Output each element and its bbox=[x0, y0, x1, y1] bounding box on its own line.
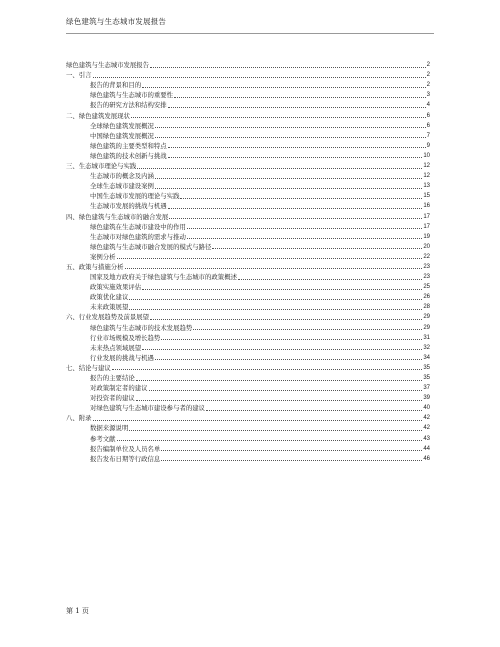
toc-entry-text: 政策优化建议 bbox=[90, 293, 129, 302]
toc-page-number: 12 bbox=[423, 163, 430, 170]
toc-section-entry[interactable] bbox=[66, 131, 430, 141]
dot-leader bbox=[129, 309, 422, 310]
dot-leader bbox=[112, 369, 423, 370]
toc-section-entry[interactable] bbox=[66, 232, 430, 242]
toc-entry-text: 绿色建筑在生态城市建设中的作用 bbox=[90, 222, 186, 231]
dot-leader bbox=[180, 198, 422, 199]
toc-section-entry[interactable] bbox=[66, 252, 430, 262]
toc-section-entry[interactable] bbox=[66, 181, 430, 191]
toc-section-entry[interactable] bbox=[66, 444, 430, 454]
toc-section-entry[interactable] bbox=[66, 191, 430, 201]
dot-leader bbox=[212, 248, 422, 249]
dot-leader bbox=[149, 390, 423, 391]
dot-leader bbox=[142, 289, 422, 290]
toc-entry-text: 报告的研究方法和结构安排 bbox=[90, 101, 167, 110]
toc-entry-text: 绿色建筑与生态城市融合发展的模式与路径 bbox=[90, 242, 212, 251]
toc-chapter-entry[interactable] bbox=[66, 211, 430, 221]
toc-entry-text: 三、生态城市理论与实践 bbox=[66, 162, 137, 171]
toc-entry-text: 对投资者的建议 bbox=[90, 394, 135, 403]
toc-entry-text: 对政策制定者的建议 bbox=[90, 384, 148, 393]
toc-page-number: 25 bbox=[423, 284, 430, 291]
toc-page-number: 35 bbox=[423, 375, 430, 381]
toc-page-number: 26 bbox=[423, 294, 430, 301]
toc-entry-text: 国家及地方政府关于绿色建筑与生态城市的政策概述 bbox=[90, 273, 237, 282]
toc-page-number: 17 bbox=[423, 213, 430, 220]
dot-leader bbox=[187, 238, 422, 239]
toc-entry-text: 中国生态城市发展的理论与实践 bbox=[90, 192, 180, 201]
dot-leader bbox=[117, 258, 423, 259]
toc-page-number: 22 bbox=[423, 253, 430, 260]
toc-page-number: 12 bbox=[423, 173, 430, 180]
toc-entry-text: 未来政策展望 bbox=[90, 303, 129, 312]
toc-section-entry[interactable] bbox=[66, 383, 430, 393]
dot-leader bbox=[155, 127, 426, 128]
toc-page-number: 29 bbox=[423, 324, 430, 331]
page-number-footer: 第 1 页 bbox=[66, 607, 89, 615]
dot-leader bbox=[168, 208, 423, 209]
toc-entry-text: 四、绿色建筑与生态城市的融合发展 bbox=[66, 212, 169, 221]
toc-page-number: 16 bbox=[423, 203, 430, 210]
toc-page-number: 32 bbox=[423, 344, 430, 351]
toc-section-entry[interactable] bbox=[66, 141, 430, 151]
toc-entry-text: 生态城市的概念及内涵 bbox=[90, 172, 154, 181]
dot-leader bbox=[142, 87, 426, 88]
table-of-contents bbox=[66, 60, 430, 464]
toc-page-number: 10 bbox=[423, 152, 430, 159]
dot-leader bbox=[93, 420, 423, 421]
dot-leader bbox=[155, 178, 422, 179]
toc-page-number: 29 bbox=[423, 314, 430, 321]
dot-leader bbox=[161, 460, 422, 461]
toc-entry-text: 报告编制单位及人员名单 bbox=[90, 444, 161, 453]
dot-leader bbox=[155, 137, 426, 138]
toc-entry-text: 绿色建筑与生态城市的重要性 bbox=[90, 91, 174, 100]
toc-page-number: 20 bbox=[423, 243, 430, 250]
toc-entry-text: 报告的背景和目的 bbox=[90, 81, 142, 90]
toc-page-number: 2 bbox=[426, 72, 430, 79]
toc-page-number: 3 bbox=[426, 92, 430, 99]
toc-page-number: 4 bbox=[426, 102, 430, 109]
toc-page-number: 44 bbox=[423, 445, 430, 452]
toc-section-entry[interactable] bbox=[66, 353, 430, 363]
toc-entry-text: 中国绿色建筑发展概况 bbox=[90, 131, 154, 140]
dot-leader bbox=[150, 319, 422, 320]
toc-section-entry[interactable] bbox=[66, 282, 430, 292]
dot-leader bbox=[125, 268, 423, 269]
toc-section-entry[interactable] bbox=[66, 423, 430, 433]
toc-section-entry[interactable] bbox=[66, 80, 430, 90]
toc-chapter-entry[interactable] bbox=[66, 262, 430, 272]
toc-section-entry[interactable] bbox=[66, 454, 430, 464]
toc-page-number: 42 bbox=[423, 425, 430, 432]
toc-entry-text: 二、绿色建筑发展现状 bbox=[66, 111, 130, 120]
toc-page-number: 43 bbox=[423, 435, 430, 442]
toc-section-entry[interactable] bbox=[66, 121, 430, 131]
toc-page-number: 42 bbox=[423, 415, 430, 422]
toc-entry-text: 绿色建筑与生态城市发展报告 bbox=[66, 61, 150, 70]
toc-entry-text: 绿色建筑的技术创新与挑战 bbox=[90, 151, 167, 160]
toc-entry-text: 行业市场规模及增长趋势 bbox=[90, 333, 161, 342]
toc-entry-text: 五、政策与措施分析 bbox=[66, 262, 124, 271]
dot-leader bbox=[187, 228, 422, 229]
toc-section-entry[interactable] bbox=[66, 151, 430, 161]
toc-page-number: 46 bbox=[423, 455, 430, 462]
toc-page-number: 17 bbox=[423, 223, 430, 230]
toc-chapter-entry[interactable] bbox=[66, 161, 430, 171]
toc-section-entry[interactable] bbox=[66, 222, 430, 232]
toc-entry-text: 对绿色建筑与生态城市建设参与者的建议 bbox=[90, 404, 206, 413]
dot-leader bbox=[193, 329, 422, 330]
dot-leader bbox=[131, 117, 426, 118]
dot-leader bbox=[137, 168, 422, 169]
toc-title-entry[interactable] bbox=[66, 60, 430, 70]
toc-section-entry[interactable] bbox=[66, 90, 430, 100]
dot-leader bbox=[129, 430, 422, 431]
toc-chapter-entry[interactable] bbox=[66, 70, 430, 80]
toc-entry-text: 八、附录 bbox=[66, 414, 92, 423]
toc-section-entry[interactable] bbox=[66, 333, 430, 343]
toc-page-number: 31 bbox=[423, 334, 430, 341]
toc-entry-text: 案例分析 bbox=[90, 252, 116, 261]
toc-page-number: 34 bbox=[423, 354, 430, 361]
toc-entry-text: 行业发展的挑战与机遇 bbox=[90, 353, 154, 362]
toc-entry-text: 数据来源说明 bbox=[90, 424, 129, 433]
toc-page-number: 6 bbox=[426, 122, 430, 129]
toc-page-number: 23 bbox=[423, 263, 430, 270]
toc-entry-text: 未来热点领域展望 bbox=[90, 343, 142, 352]
dot-leader bbox=[136, 400, 423, 401]
toc-section-entry[interactable] bbox=[66, 100, 430, 110]
dot-leader bbox=[155, 359, 422, 360]
toc-page-number: 39 bbox=[423, 395, 430, 402]
dot-leader bbox=[117, 440, 423, 441]
toc-section-entry[interactable] bbox=[66, 171, 430, 181]
toc-entry-text: 生态城市发展的挑战与机遇 bbox=[90, 202, 167, 211]
toc-section-entry[interactable] bbox=[66, 403, 430, 413]
dot-leader bbox=[161, 450, 422, 451]
dot-leader bbox=[238, 279, 422, 280]
toc-entry-text: 全球生态城市建设案例 bbox=[90, 182, 154, 191]
toc-page-number: 28 bbox=[423, 304, 430, 311]
toc-page-number: 35 bbox=[423, 364, 430, 371]
toc-section-entry[interactable] bbox=[66, 433, 430, 443]
toc-page-number: 9 bbox=[426, 142, 430, 149]
toc-page-number: 6 bbox=[426, 112, 430, 119]
toc-entry-text: 一、引言 bbox=[66, 71, 92, 80]
toc-entry-text: 政策实施效果评估 bbox=[90, 283, 142, 292]
toc-page-number: 23 bbox=[423, 274, 430, 281]
dot-leader bbox=[168, 107, 426, 108]
toc-section-entry[interactable] bbox=[66, 322, 430, 332]
toc-entry-text: 报告的主要结论 bbox=[90, 374, 135, 382]
toc-section-entry[interactable] bbox=[66, 242, 430, 252]
toc-entry-text: 报告发布日期等行政信息 bbox=[90, 454, 161, 463]
toc-chapter-entry[interactable] bbox=[66, 413, 430, 423]
dot-leader bbox=[174, 97, 426, 98]
toc-page-number: 40 bbox=[423, 405, 430, 412]
toc-chapter-entry[interactable] bbox=[66, 363, 430, 373]
toc-section-entry[interactable] bbox=[66, 393, 430, 403]
toc-entry-text: 绿色建筑的主要类型和特点 bbox=[90, 141, 167, 150]
toc-entry-text: 全球绿色建筑发展概况 bbox=[90, 121, 154, 130]
running-header: 绿色建筑与生态城市发展报告 bbox=[66, 17, 167, 26]
toc-page-number: 2 bbox=[426, 62, 430, 69]
dot-leader bbox=[150, 67, 426, 68]
dot-leader bbox=[136, 380, 423, 381]
toc-section-entry[interactable] bbox=[66, 292, 430, 302]
header-divider bbox=[66, 33, 434, 34]
dot-leader bbox=[161, 339, 422, 340]
toc-page-number: 13 bbox=[423, 183, 430, 190]
toc-page-number: 2 bbox=[426, 82, 430, 89]
toc-entry-text: 参考文献 bbox=[90, 434, 116, 443]
dot-leader bbox=[155, 188, 422, 189]
dot-leader bbox=[206, 410, 422, 411]
dot-leader bbox=[129, 299, 422, 300]
toc-entry-text: 绿色建筑与生态城市的技术发展趋势 bbox=[90, 323, 193, 332]
toc-page-number: 7 bbox=[426, 132, 430, 139]
toc-page-number: 19 bbox=[423, 233, 430, 240]
toc-section-entry[interactable] bbox=[66, 343, 430, 353]
dot-leader bbox=[168, 147, 426, 148]
dot-leader bbox=[142, 349, 422, 350]
dot-leader bbox=[168, 157, 423, 158]
toc-entry-text: 生态城市对绿色建筑的需求与推动 bbox=[90, 232, 186, 241]
toc-page-number: 37 bbox=[423, 385, 430, 392]
toc-page-number: 15 bbox=[423, 193, 430, 200]
dot-leader bbox=[93, 77, 426, 78]
toc-section-entry[interactable] bbox=[66, 302, 430, 312]
toc-entry-text: 六、行业发展趋势及前景展望 bbox=[66, 313, 150, 322]
toc-section-entry[interactable] bbox=[66, 201, 430, 211]
toc-section-entry[interactable] bbox=[66, 373, 430, 383]
toc-chapter-entry[interactable] bbox=[66, 312, 430, 322]
toc-section-entry[interactable] bbox=[66, 272, 430, 282]
toc-chapter-entry[interactable] bbox=[66, 110, 430, 120]
toc-entry-text: 七、结论与建议 bbox=[66, 363, 111, 372]
dot-leader bbox=[169, 218, 422, 219]
